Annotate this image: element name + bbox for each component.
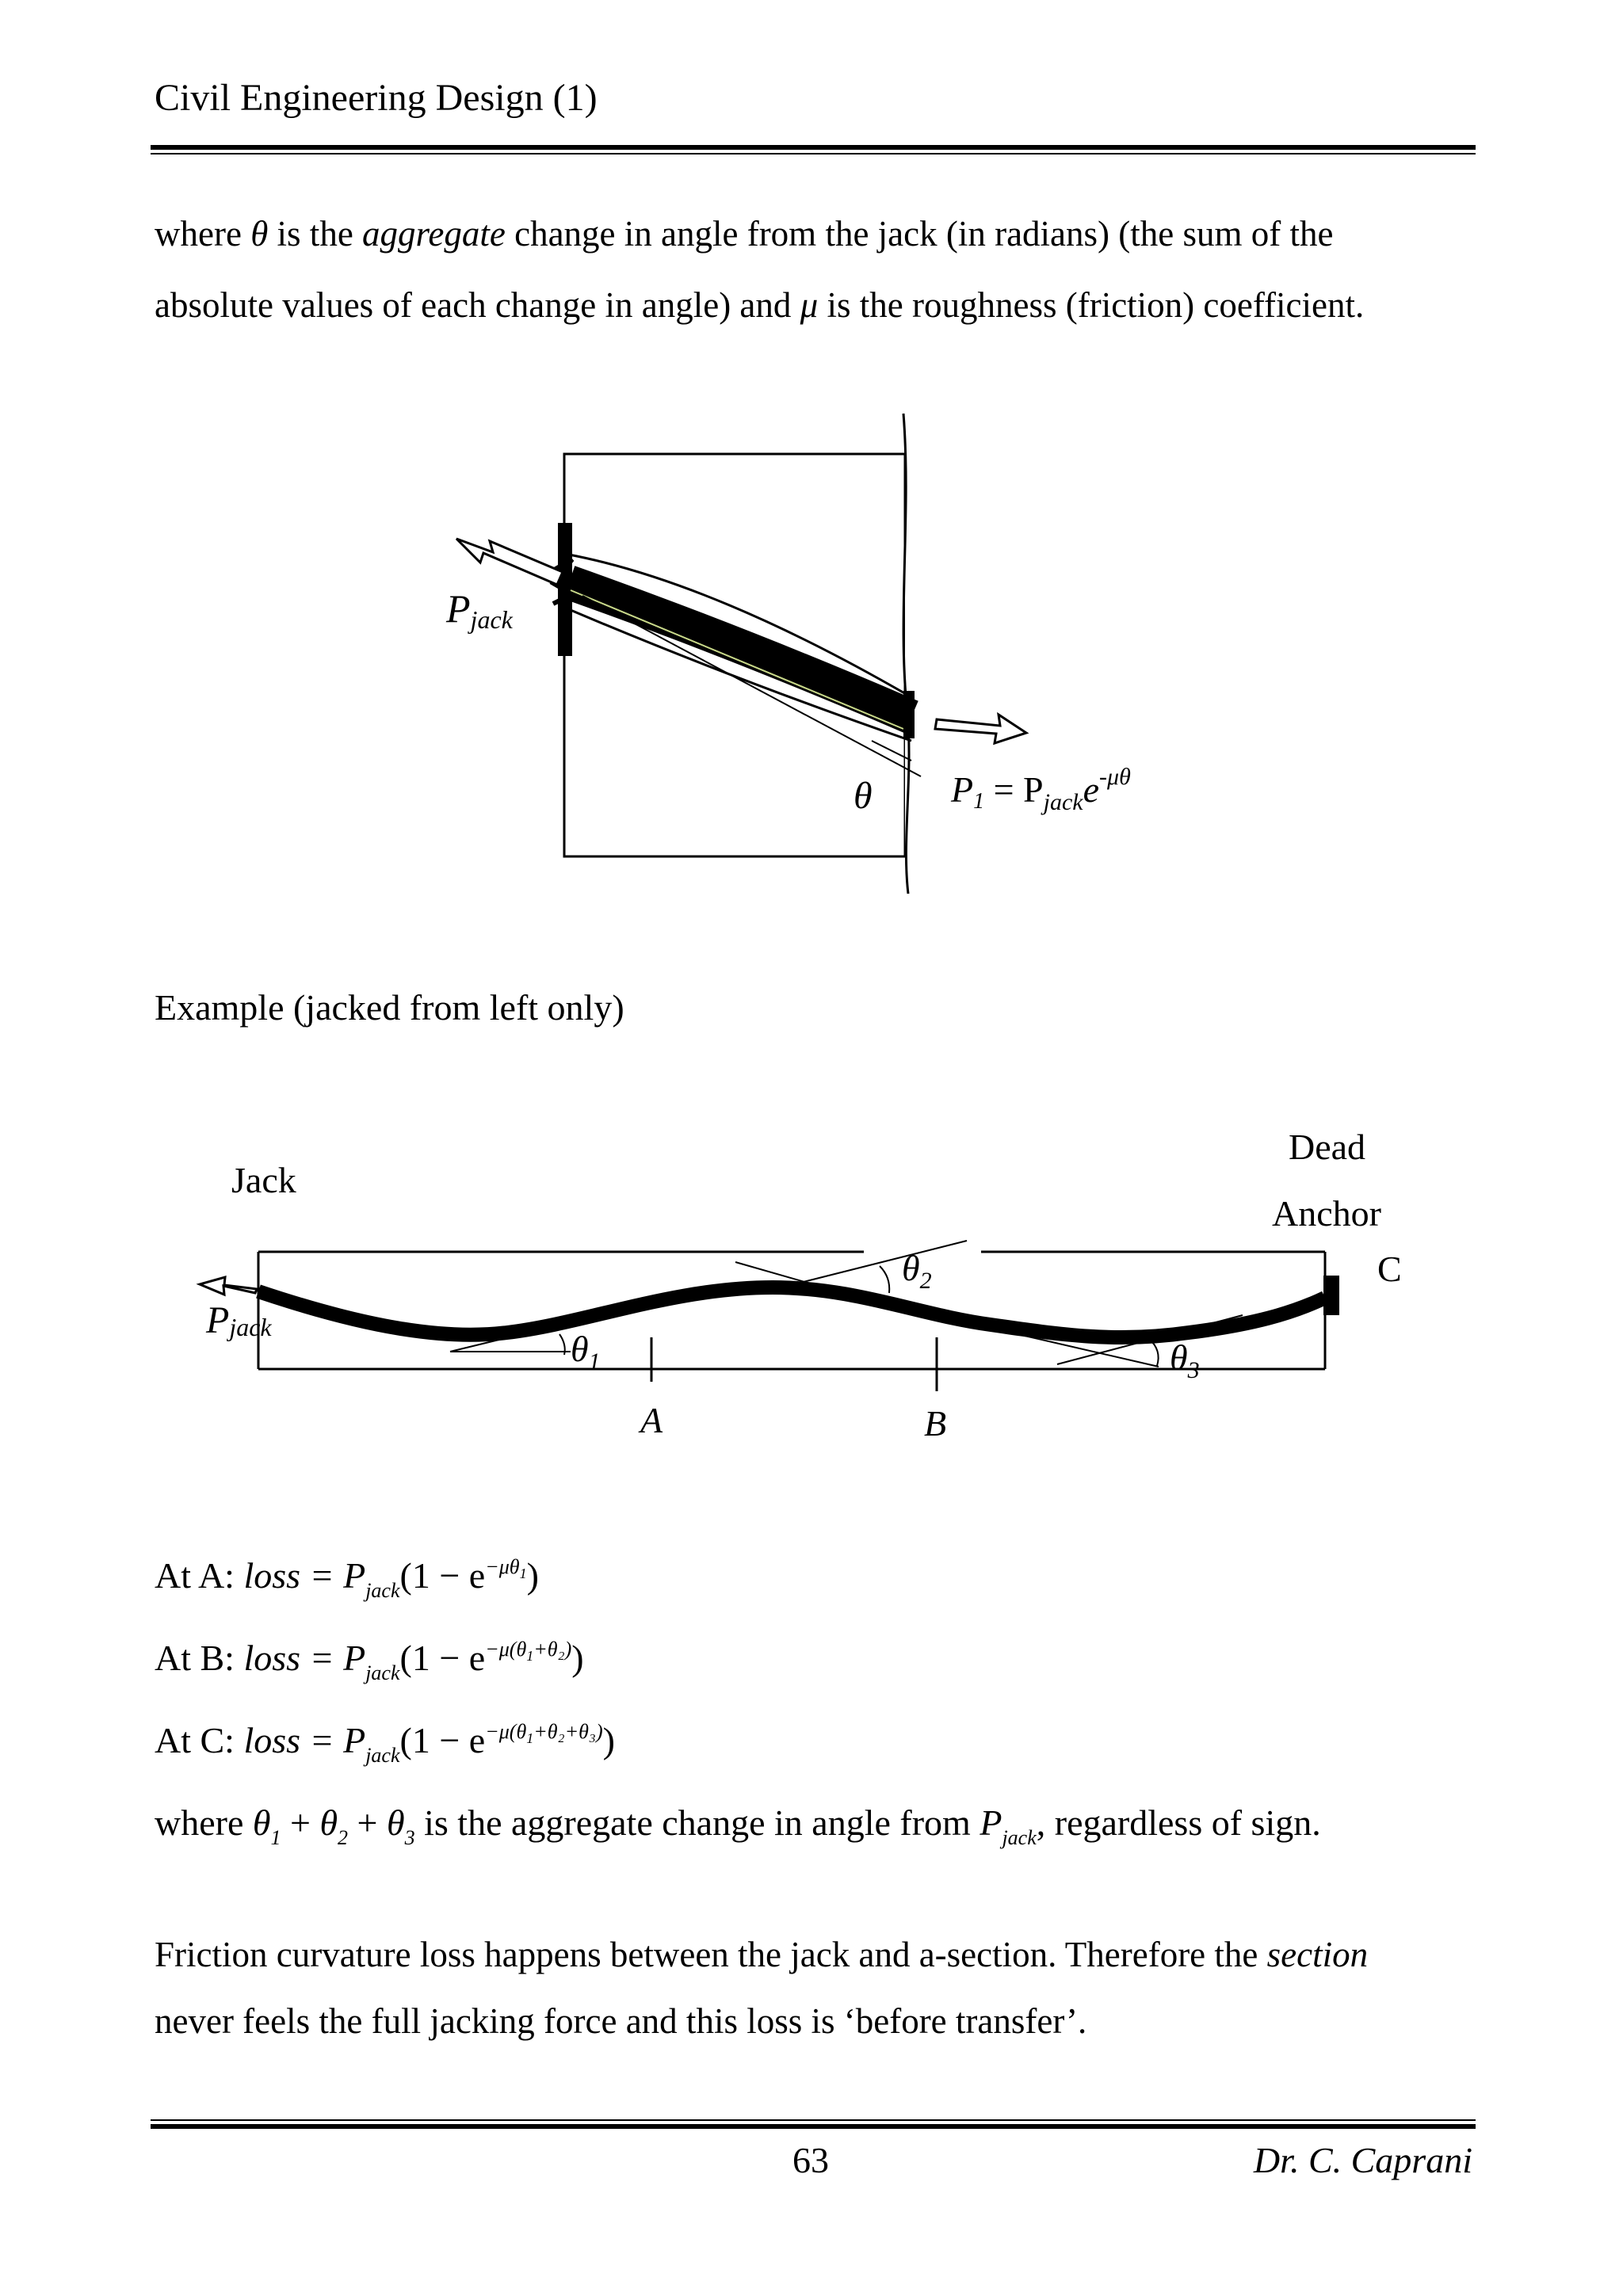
footer-rule xyxy=(151,2124,1476,2129)
loss-equation-a: At A: loss = $P_{jack}(1 - e^{-\mu\theta_1})$ xyxy=(155,1555,539,1602)
loss-equation-c: At C: loss = $P_{jack}(1 - e^{-\mu(\theta_1+\theta_2+\theta_3)})$ xyxy=(155,1720,615,1767)
theta2-arc xyxy=(880,1266,889,1293)
conclusion-line-1: Friction curvature loss happens between the jack and a-section. Therefore the section xyxy=(155,1935,1369,1974)
theta3-label: $\theta_3$ xyxy=(1170,1337,1200,1383)
aggregate-angle-note: where $\theta_1 + \theta_2 + \theta_3$ is the aggregate change in angle from $P_{jack}$, regardless of sign. xyxy=(155,1802,1321,1849)
dead-label: Dead xyxy=(1289,1127,1366,1167)
author-name: Dr. C. Caprani xyxy=(1253,2140,1472,2180)
p-jack-label-2: Pjack xyxy=(206,1299,272,1341)
c-label: C xyxy=(1377,1249,1402,1289)
example-heading: Example (jacked from left only) xyxy=(155,987,624,1028)
intro-line-1: where θ is the aggregate change in angle from the jack (in radians) (the sum of the xyxy=(155,214,1334,254)
jacking-force-arrow-small xyxy=(200,1277,257,1295)
theta2-tangent-right xyxy=(775,1241,967,1289)
theta-label: θ xyxy=(854,775,873,817)
conclusion-paragraph xyxy=(155,1921,1474,2054)
theta1-label: $\theta_1$ xyxy=(571,1329,601,1375)
conclusion-line-2: never feels the full jacking force and this loss is ‘before transfer’. xyxy=(155,2001,1087,2041)
loss-equation-b: At B: loss = $P_{jack}(1 - e^{-\mu(\theta_1+\theta_2)})$ xyxy=(155,1638,584,1684)
jack-label: Jack xyxy=(231,1160,296,1200)
page-header-title: Civil Engineering Design (1) xyxy=(155,77,598,119)
anchor-label: Anchor xyxy=(1272,1193,1381,1234)
footer-rule-thin xyxy=(151,2119,1476,2121)
dead-anchor-plate xyxy=(1323,1276,1339,1315)
p-jack-label: Pjack xyxy=(446,586,513,634)
tendon-profile xyxy=(258,1287,1325,1337)
theta2-label: $\theta_2$ xyxy=(902,1248,932,1294)
section-a-label: A xyxy=(640,1400,663,1440)
page-number: 63 xyxy=(792,2140,829,2180)
section-b-label: B xyxy=(924,1403,947,1444)
intro-line-2: absolute values of each change in angle) and μ is the roughness (friction) coefficient. xyxy=(155,285,1365,325)
p1-formula-label: $P1 = P_{jack}e^{-\mu\theta}$ xyxy=(951,764,1131,815)
